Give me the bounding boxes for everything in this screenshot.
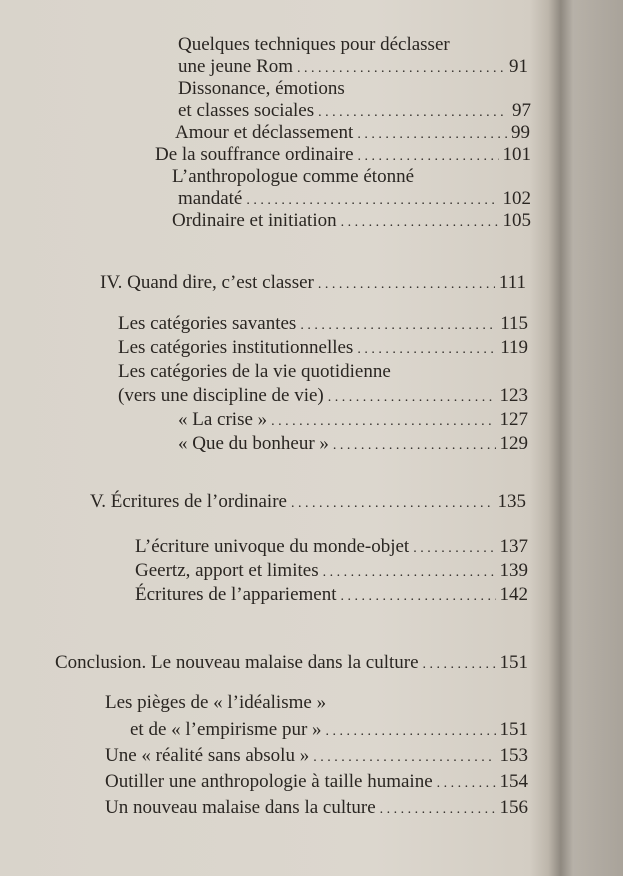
toc-entry — [178, 100, 531, 121]
toc-entry — [135, 584, 528, 605]
toc-chapter — [55, 652, 528, 673]
dot-leader — [357, 124, 507, 145]
toc-title: et classes sociales — [178, 100, 315, 121]
toc-title: Les catégories institutionnelles — [118, 337, 354, 358]
toc-title: une jeune Rom — [178, 56, 294, 77]
toc-page: 123 — [499, 385, 528, 406]
dot-leader — [333, 435, 496, 456]
toc-entry — [118, 337, 528, 358]
toc-entry — [118, 313, 528, 334]
toc-page: 151 — [499, 652, 528, 673]
toc-page: 153 — [499, 745, 528, 766]
dot-leader — [413, 538, 495, 559]
toc-entry — [135, 536, 528, 557]
toc-entry — [178, 409, 528, 430]
toc-page: 139 — [499, 560, 528, 581]
toc-entry — [155, 144, 531, 165]
toc-entry: Les catégories de la vie quotidienne — [118, 361, 391, 382]
toc-entry — [105, 771, 528, 792]
toc-chapter — [100, 272, 526, 293]
dot-leader — [246, 190, 498, 211]
dot-leader — [291, 493, 494, 514]
toc-entry — [105, 745, 528, 766]
toc-title: (vers une discipline de vie) — [118, 385, 324, 406]
toc-page: 99 — [511, 122, 530, 143]
toc-page: 102 — [502, 188, 531, 209]
toc-entry — [178, 56, 528, 77]
dot-leader — [326, 721, 496, 742]
toc-entry — [175, 122, 530, 143]
toc-title: Les catégories savantes — [118, 313, 297, 334]
toc-entry: Quelques techniques pour déclasser — [178, 34, 450, 55]
toc-page: 137 — [499, 536, 528, 557]
dot-leader — [318, 102, 508, 123]
dot-leader — [341, 586, 496, 607]
toc-page: 115 — [500, 313, 528, 334]
toc-page: 105 — [502, 210, 531, 231]
toc-title: L’écriture univoque du monde-objet — [135, 536, 410, 557]
toc-entry: Dissonance, émotions — [178, 78, 345, 99]
toc-title: mandaté — [178, 188, 243, 209]
toc-title: Conclusion. Le nouveau malaise dans la culture — [55, 652, 419, 673]
toc-entry — [135, 560, 528, 581]
toc-title: « La crise » — [178, 409, 268, 430]
toc-page: 156 — [499, 797, 528, 818]
toc-entry — [178, 433, 528, 454]
toc-title: Un nouveau malaise dans la culture — [105, 797, 376, 818]
dot-leader — [341, 212, 499, 233]
toc-title: Une « réalité sans absolu » — [105, 745, 310, 766]
dot-leader — [357, 339, 496, 360]
toc-entry — [118, 385, 528, 406]
dot-leader — [423, 654, 496, 675]
toc-entry: Les pièges de « l’idéalisme » — [105, 692, 327, 713]
toc-title: Geertz, apport et limites — [135, 560, 319, 581]
toc-title: et de « l’empirisme pur » — [130, 719, 322, 740]
toc-page: 97 — [512, 100, 531, 121]
dot-leader — [271, 411, 495, 432]
toc-title: Ordinaire et initiation — [172, 210, 337, 231]
toc-page: 119 — [500, 337, 528, 358]
dot-leader — [358, 146, 499, 167]
toc-page: 111 — [498, 272, 526, 293]
dot-leader — [323, 562, 496, 583]
toc-page: 91 — [509, 56, 528, 77]
toc-page: 142 — [499, 584, 528, 605]
toc-entry — [130, 719, 528, 740]
dot-leader — [300, 315, 496, 336]
toc-title: V. Écritures de l’ordinaire — [90, 491, 287, 512]
toc-chapter — [90, 491, 526, 512]
dot-leader — [318, 274, 495, 295]
toc-title: De la souffrance ordinaire — [155, 144, 354, 165]
toc-page: 135 — [497, 491, 526, 512]
toc-page: 154 — [499, 771, 528, 792]
toc-entry: L’anthropologue comme étonné — [172, 166, 415, 187]
toc-page: 101 — [502, 144, 531, 165]
dot-leader — [297, 58, 505, 79]
toc-page: 127 — [499, 409, 528, 430]
toc-entry — [172, 210, 531, 231]
toc-entry — [178, 188, 531, 209]
toc-title: Écritures de l’appariement — [135, 584, 337, 605]
dot-leader — [437, 773, 496, 794]
toc-page: 129 — [499, 433, 528, 454]
toc-title: IV. Quand dire, c’est classer — [100, 272, 314, 293]
dot-leader — [380, 799, 496, 820]
dot-leader — [313, 747, 495, 768]
toc-page: 151 — [499, 719, 528, 740]
toc-title: Amour et déclassement — [175, 122, 354, 143]
dot-leader — [328, 387, 496, 408]
toc-title: Outiller une anthropologie à taille humaine — [105, 771, 433, 792]
toc-title: « Que du bonheur » — [178, 433, 329, 454]
toc-entry — [105, 797, 528, 818]
